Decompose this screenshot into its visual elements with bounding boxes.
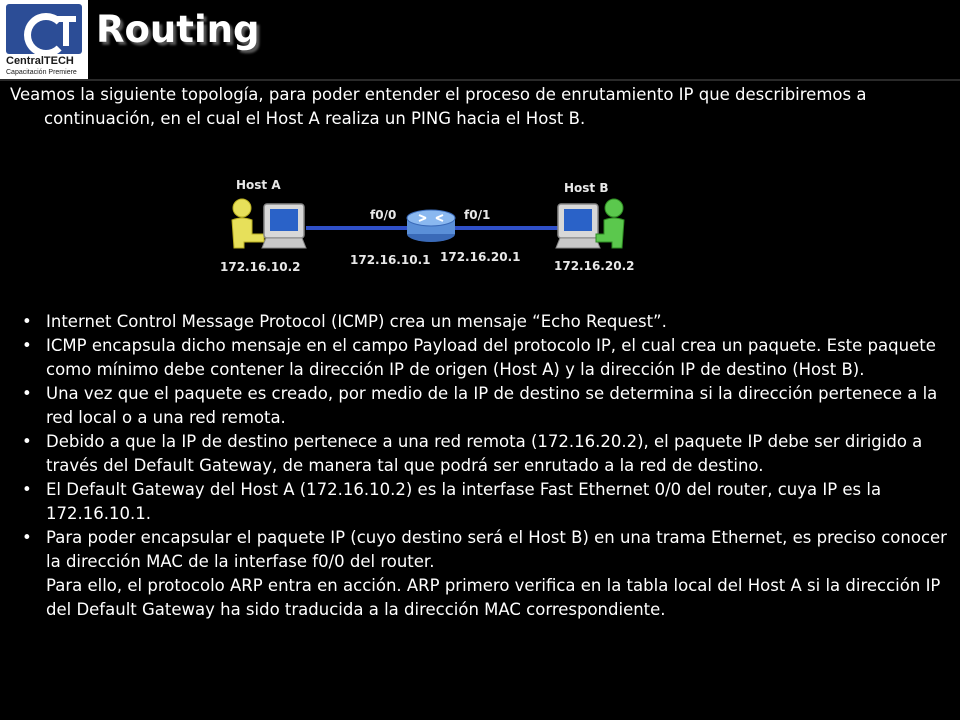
intro-paragraph: Veamos la siguiente topología, para poder entender el proceso de enrutamiento IP que describiremos a continuación, en el cual el Host A realiza un PING hacia el Host B. — [10, 85, 867, 128]
router-interface-f0-0: f0/0 — [370, 208, 397, 222]
list-item: • Para poder encapsular el paquete IP (cuyo destino será el Host B) en una trama Ethernet, es preciso conocer la dirección MAC de la interfase f0/0 del router. — [22, 528, 947, 571]
host-b-ip: 172.16.20.2 — [554, 259, 635, 273]
list-item: • El Default Gateway del Host A (172.16.10.2) es la interfase Fast Ethernet 0/0 del router, cuya IP es la 172.16.10.1. — [22, 480, 882, 523]
logo-tagline: Capacitación Premiere — [6, 69, 77, 76]
network-topology-diagram — [210, 168, 650, 280]
router-interface-f0-1: f0/1 — [464, 208, 491, 222]
slide-title: Routing — [96, 8, 260, 51]
bullet-dot: • — [22, 384, 32, 403]
host-a-label: Host A — [236, 178, 281, 192]
host-a-person-icon — [232, 199, 264, 248]
bullet-dot: • — [22, 528, 32, 547]
host-b-computer-icon — [556, 204, 600, 248]
bullet-dot: • — [22, 312, 32, 331]
host-a-computer-icon — [262, 204, 306, 248]
list-item: • ICMP encapsula dicho mensaje en el campo Payload del protocolo IP, el cual crea un paquete. Este paquete como mínimo debe contener la dirección IP de origen (Host A) y la dirección IP de destino (Host B). — [22, 336, 936, 379]
host-b-person-icon — [596, 199, 624, 248]
list-item: • Una vez que el paquete es creado, por medio de la IP de destino se determina si la dirección pertenece a la red local o a una red remota. — [22, 384, 938, 427]
host-b-label: Host B — [564, 181, 609, 195]
bullet-list — [0, 310, 960, 622]
router-ip-right: 172.16.20.1 — [440, 250, 521, 264]
bullet-dot: • — [22, 480, 32, 499]
logo-mark-icon — [6, 4, 82, 54]
list-item: • Internet Control Message Protocol (ICMP) crea un mensaje “Echo Request”. — [0, 310, 960, 334]
host-a-ip: 172.16.10.2 — [220, 260, 301, 274]
final-paragraph: Para ello, el protocolo ARP entra en acción. ARP primero verifica en la tabla local del Host A si la dirección IP del Default Gateway ha sido traducida a la dirección MAC correspondiente. — [46, 576, 941, 619]
centraltech-logo — [0, 0, 88, 80]
logo-name: CentralTECH — [6, 55, 74, 67]
list-item: • Debido a que la IP de destino pertenece a una red remota (172.16.20.2), el paquete IP debe ser dirigido a través del Default Gateway, de manera tal que podrá ser enrutado a la red de destino. — [22, 432, 923, 475]
router-icon — [407, 210, 455, 242]
router-ip-left: 172.16.10.1 — [350, 253, 431, 267]
header-divider — [0, 79, 960, 81]
bullet-dot: • — [22, 432, 32, 451]
bullet-dot: • — [22, 336, 32, 355]
header — [0, 0, 960, 80]
